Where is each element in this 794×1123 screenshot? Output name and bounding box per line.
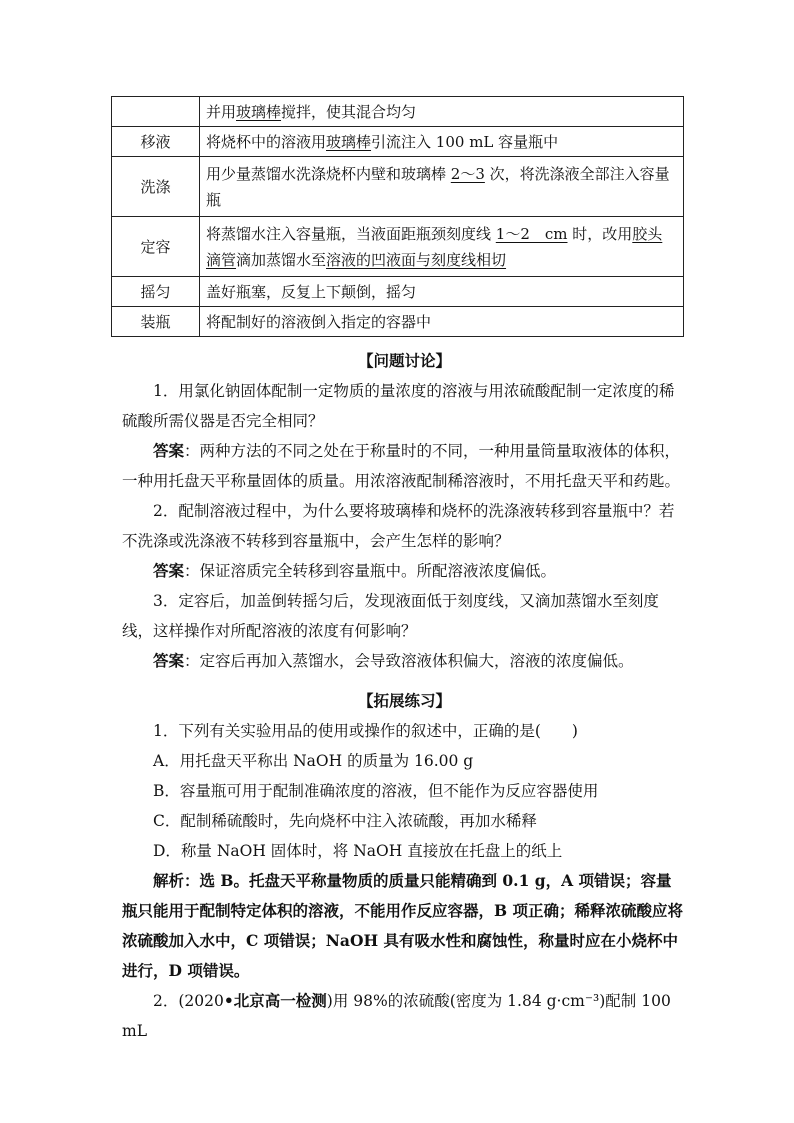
description-text: 时，改用 bbox=[567, 224, 633, 243]
description-text: 滴加蒸馏水至 bbox=[236, 250, 327, 269]
table-row bbox=[112, 277, 684, 307]
option-c: C．配制稀硫酸时，先向烧杯中注入浓硫酸，再加水稀释 bbox=[153, 812, 537, 830]
practice-heading: 【拓展练习】 bbox=[357, 691, 451, 710]
description-text: 将烧杯中的溶液用 bbox=[206, 132, 327, 151]
step-name-cell: 移液 bbox=[112, 127, 200, 157]
description-text: 盖好瓶塞，反复上下颠倒，摇匀 bbox=[206, 282, 417, 301]
description-text: 将配制好的溶液倒入指定的容器中 bbox=[206, 312, 432, 331]
step-name-cell: 定容 bbox=[112, 217, 200, 277]
discussion-answer-3: 答案：定容后再加入蒸馏水，会导致溶液体积偏大，溶液的浓度偏低。 bbox=[153, 651, 634, 670]
discussion-heading: 【问题讨论】 bbox=[357, 351, 451, 370]
practice-question-2: 2．(2020•北京高一检测)用 98%的浓硫酸(密度为 1.84 g·cm⁻³)配制 100 mL bbox=[122, 991, 671, 1040]
discussion-question-2: 2．配制溶液过程中，为什么要将玻璃棒和烧杯的洗涤液转移到容量瓶中？若不洗涤或洗涤液不转移到容量瓶中，会产生怎样的影响？ bbox=[122, 502, 675, 550]
source-tag: •北京高一检测 bbox=[223, 991, 327, 1010]
discussion-question-1: 1．用氯化钠固体配制一定物质的量浓度的溶液与用浓硫酸配制一定浓度的稀硫酸所需仪器是否完全相同？ bbox=[122, 382, 675, 430]
step-name-cell bbox=[112, 97, 200, 127]
table-row bbox=[112, 217, 684, 277]
discussion-question-3: 3．定容后，加盖倒转摇匀后，发现液面低于刻度线，又滴加蒸馏水至刻度线，这样操作对所配溶液的浓度有何影响？ bbox=[122, 592, 659, 640]
answer-label: 答案 bbox=[153, 561, 185, 580]
step-name-cell: 装瓶 bbox=[112, 307, 200, 337]
description-text: 次，将洗涤液全部注入容量瓶 bbox=[206, 164, 670, 209]
option-a: A．用托盘天平称出 NaOH 的质量为 16.00 g bbox=[153, 752, 474, 770]
step-name-cell: 摇匀 bbox=[112, 277, 200, 307]
practice-question-1: 1．下列有关实验用品的使用或操作的叙述中，正确的是( ) bbox=[153, 722, 578, 740]
answer-label: 答案 bbox=[153, 441, 185, 460]
description-text: 引流注入 100 mL 容量瓶中 bbox=[371, 132, 559, 151]
option-d: D．称量 NaOH 固体时，将 NaOH 直接放在托盘上的纸上 bbox=[153, 842, 563, 860]
description-text: 将蒸馏水注入容量瓶，当液面距瓶颈刻度线 bbox=[206, 224, 496, 243]
step-name-cell: 洗涤 bbox=[112, 157, 200, 217]
analysis-text: 解析：选 B。托盘天平称量物质的质量只能精确到 0.1 g，A 项错误；容量瓶只能用于配制特定体积的溶液，不能用作反应容器，B 项正确；稀释浓硫酸应将浓硫酸加入水中，C 项错误；NaOH 具有吸水性和腐蚀性，称量时应在小烧杯中进行，D 项错误。 bbox=[122, 871, 683, 980]
table-row bbox=[112, 157, 684, 217]
description-text: 搅拌，使其混合均匀 bbox=[281, 102, 417, 121]
underlined-answer: 1～2 cm bbox=[495, 224, 568, 243]
discussion-answer-1: 答案：两种方法的不同之处在于称量时的不同，一种用量筒量取液体的体积，一种用托盘天平称量固体的质量。用浓溶液配制稀溶液时，不用托盘天平和药匙。 bbox=[122, 441, 681, 490]
discussion-section bbox=[122, 346, 687, 676]
option-b: B．容量瓶可用于配制准确浓度的溶液，但不能作为反应容器使用 bbox=[153, 782, 599, 800]
discussion-answer-2: 答案：保证溶质完全转移到容量瓶中。所配溶液浓度偏低。 bbox=[153, 561, 557, 580]
step-description-cell bbox=[200, 307, 684, 337]
procedure-table bbox=[111, 96, 684, 337]
practice-section bbox=[122, 686, 687, 1046]
description-text: 用少量蒸馏水洗涤烧杯内壁和玻璃棒 bbox=[206, 164, 451, 183]
underlined-answer: 胶头滴管 bbox=[206, 224, 663, 269]
step-description-cell bbox=[200, 217, 684, 277]
underlined-answer: 玻璃棒 bbox=[236, 102, 282, 121]
step-description-cell bbox=[200, 277, 684, 307]
step-description-cell bbox=[200, 127, 684, 157]
answer-label: 答案 bbox=[153, 651, 185, 670]
table-row bbox=[112, 97, 684, 127]
underlined-answer: 玻璃棒 bbox=[326, 132, 372, 151]
step-description-cell bbox=[200, 157, 684, 217]
table-row bbox=[112, 307, 684, 337]
underlined-answer: 2～3 bbox=[450, 164, 485, 183]
table-row bbox=[112, 127, 684, 157]
underlined-answer: 溶液的凹液面与刻度线相切 bbox=[326, 250, 507, 269]
step-description-cell bbox=[200, 97, 684, 127]
description-text: 并用 bbox=[206, 102, 237, 121]
